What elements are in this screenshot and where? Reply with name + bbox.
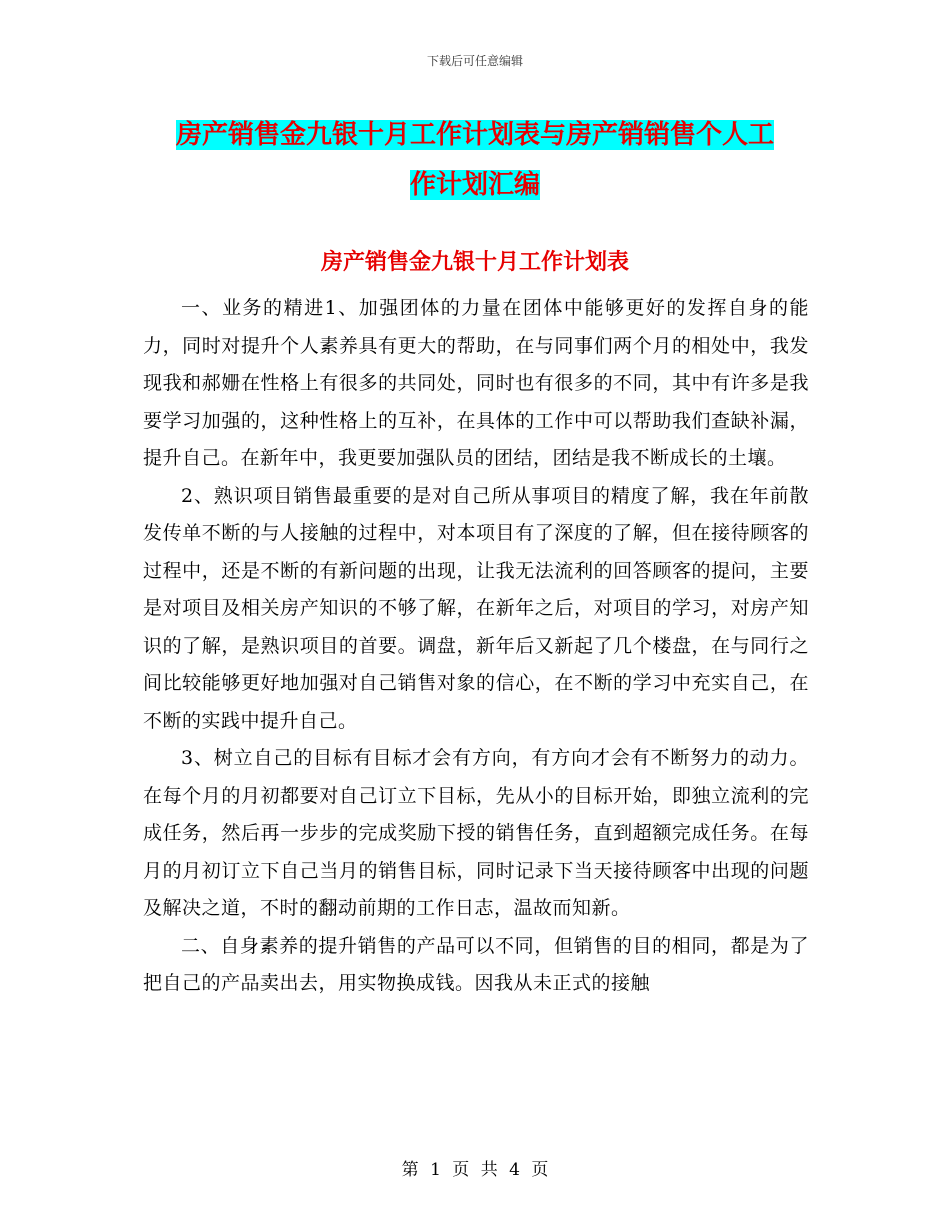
document-title-line1: 房产销售金九银十月工作计划表与房产销销售个人工: [175, 120, 774, 150]
paragraph-1: 一、业务的精进1、加强团体的力量在团体中能够更好的发挥自身的能力，同时对提升个人素养具有更大的帮助，在与同事们两个月的相处中，我发现我和郝姗在性格上有很多的共同处，同时也有很多的不同，其中有许多是我要学习加强的，这种性格上的互补，在具体的工作中可以帮助我们查缺补漏，提升自己。在新年中，我更要加强队员的团结，团结是我不断成长的土壤。: [143, 297, 809, 469]
paragraph-2: 2、熟识项目销售最重要的是对自己所从事项目的精度了解，我在年前散发传单不断的与人接触的过程中，对本项目有了深度的了解，但在接待顾客的过程中，还是不断的有新问题的出现，让我无法流利的回答顾客的提问，主要是对项目及相关房产知识的不够了解，在新年之后，对项目的学习，对房产知识的了解，是熟识项目的首要。调盘，新年后又新起了几个楼盘，在与同行之间比较能够更好地加强对自己销售对象的信心，在不断的学习中充实自己，在不断的实践中提升自己。: [143, 484, 809, 732]
section-title: 房产销售金九银十月工作计划表: [320, 250, 629, 275]
header-note: 下载后可任意编辑: [426, 54, 523, 68]
paragraph-3: 3、树立自己的目标有目标才会有方向，有方向才会有不断努力的动力。在每个月的月初都要对自己订立下目标，先从小的目标开始，即独立流利的完成任务，然后再一步步的完成奖励下授的销售任务，直到超额完成任务。在每月的月初订立下自己当月的销售目标，同时记录下当天接待顾客中出现的问题及解决之道，不时的翻动前期的工作日志，温故而知新。: [143, 747, 809, 919]
page-footer: 第 1 页 共 4 页: [401, 1160, 549, 1180]
document-title: [140, 110, 810, 210]
body-text: [143, 290, 809, 1003]
paragraph-4: 二、自身素养的提升销售的产品可以不同，但销售的目的相同，都是为了把自己的产品卖出去，用实物换成钱。因我从未正式的接触: [143, 934, 809, 994]
document-title-line2: 作计划汇编: [409, 170, 540, 200]
